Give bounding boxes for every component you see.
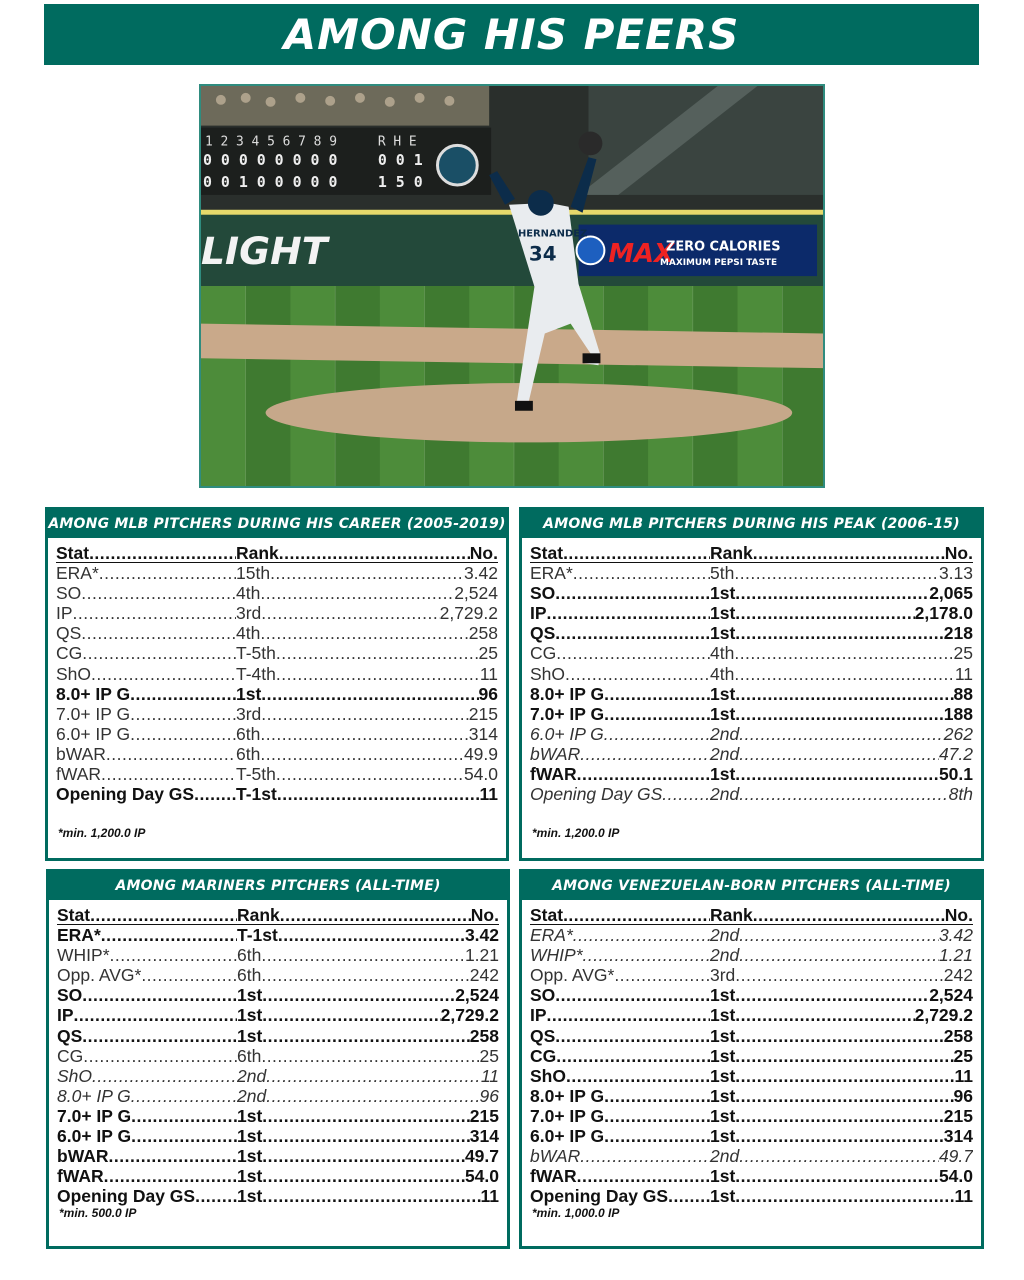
stat-label: Opening Day GS <box>57 1186 196 1207</box>
stat-number: 96 <box>953 1085 973 1106</box>
rank-value: 1st <box>710 603 736 624</box>
table-row <box>530 643 973 663</box>
table-row <box>57 945 499 965</box>
stat-label: IP <box>56 603 73 624</box>
stat-label: ShO <box>56 663 92 684</box>
stat-label: 7.0+ IP G <box>530 1105 605 1126</box>
rank-value: 1st <box>710 1166 736 1187</box>
box-title: AMONG MARINERS PITCHERS (ALL-TIME) <box>49 872 507 900</box>
stat-number: 2,524 <box>454 583 498 604</box>
rank-value: 6th <box>236 743 261 764</box>
stat-label: CG <box>530 1045 557 1066</box>
table-row <box>530 583 973 603</box>
table-row <box>530 603 973 623</box>
scoreboard-row2-rhe: 1 5 0 <box>377 173 423 191</box>
rank-value: 6th <box>237 945 262 966</box>
table-row <box>530 965 973 985</box>
mariners-logo-icon <box>437 145 477 185</box>
stat-label: ShO <box>530 663 566 684</box>
table-row <box>530 784 973 804</box>
rank-value: T-1st <box>237 925 278 946</box>
table-row <box>56 704 498 724</box>
stat-label: fWAR <box>530 1166 577 1187</box>
box-title: AMONG VENEZUELAN-BORN PITCHERS (ALL-TIME) <box>522 872 981 900</box>
stat-label: Opening Day GS <box>56 784 195 805</box>
rank-value: 3rd <box>236 703 262 724</box>
stat-label: bWAR <box>530 743 581 764</box>
stat-label: SO <box>56 583 82 604</box>
table-row <box>56 643 498 663</box>
table-row <box>57 925 499 945</box>
stat-label: ERA* <box>530 925 573 946</box>
stat-number: 258 <box>468 623 498 644</box>
table-row <box>57 1005 499 1025</box>
stat-number: 258 <box>943 1025 973 1046</box>
table-row <box>530 1166 973 1186</box>
rank-value: 6th <box>237 1045 262 1066</box>
stat-label: 8.0+ IP G <box>57 1085 131 1106</box>
stat-number: No. <box>944 543 973 563</box>
rank-value: 1st <box>710 623 736 644</box>
rank-value: 1st <box>237 1005 263 1026</box>
rank-value: 1st <box>710 1186 736 1207</box>
mariners-stats-box <box>46 869 510 1249</box>
stat-label: 6.0+ IP G <box>530 1126 605 1147</box>
stat-number: 2,729.2 <box>439 603 498 624</box>
rank-value: 5th <box>710 563 735 584</box>
stat-label: WHIP* <box>57 945 110 966</box>
rank-value: 1st <box>710 764 736 785</box>
stat-number: 188 <box>943 703 973 724</box>
stat-number: 96 <box>479 1085 499 1106</box>
stat-number: 49.7 <box>464 1146 499 1167</box>
stat-label: IP <box>530 1005 547 1026</box>
table-row <box>56 784 498 804</box>
ad-zero: ZERO CALORIES <box>666 239 781 255</box>
stat-label: Stat <box>57 905 91 925</box>
stat-number: 11 <box>954 663 973 684</box>
table-row <box>56 603 498 623</box>
table-row <box>530 985 973 1005</box>
stat-label: Opp. AVG* <box>530 965 615 986</box>
stat-label: fWAR <box>56 764 102 785</box>
rank-value: 1st <box>710 683 736 704</box>
table-row <box>56 563 498 583</box>
rank-value: Rank <box>237 905 280 925</box>
stat-number: .242 <box>938 965 973 986</box>
table-header <box>56 543 498 563</box>
table-row <box>530 1066 973 1086</box>
table-row <box>530 1146 973 1166</box>
stat-label: Opening Day GS <box>530 784 663 805</box>
stat-number: 1.21 <box>464 945 499 966</box>
rank-value: T-1st <box>236 784 277 805</box>
rank-value: 1st <box>710 1005 736 1026</box>
table-row <box>530 1126 973 1146</box>
table-row <box>57 1166 499 1186</box>
stat-number: 8th <box>948 784 973 805</box>
ad-left: LIGHT <box>201 229 328 274</box>
table-row <box>57 1126 499 1146</box>
stat-number: 25 <box>953 1045 973 1066</box>
footnote: *min. 1,000.0 IP <box>532 1206 620 1220</box>
rank-value: 1st <box>710 1025 736 1046</box>
table-row <box>57 1106 499 1126</box>
rank-value: 2nd <box>237 1085 267 1106</box>
table-row <box>530 1186 973 1206</box>
stat-label: 7.0+ IP G <box>57 1105 132 1126</box>
stat-label: Stat <box>56 543 90 563</box>
stat-label: bWAR <box>57 1146 109 1167</box>
rank-value: 4th <box>710 643 735 664</box>
stat-label: CG <box>530 643 557 664</box>
rank-value: 1st <box>710 1045 736 1066</box>
stat-number: 11 <box>954 1186 973 1207</box>
stat-number: 314 <box>469 1126 499 1147</box>
jersey-number: 34 <box>528 242 557 266</box>
stat-label: ShO <box>530 1065 566 1086</box>
stat-label: SO <box>530 985 556 1006</box>
stat-label: IP <box>530 603 547 624</box>
stat-label: 8.0+ IP G <box>530 1085 605 1106</box>
table-row <box>56 583 498 603</box>
stat-number: 49.9 <box>463 743 498 764</box>
stat-number: 314 <box>943 1126 973 1147</box>
stat-number: 54.0 <box>464 1166 499 1187</box>
rank-value: Rank <box>710 905 753 925</box>
footnote: *min. 1,200.0 IP <box>532 826 620 840</box>
rank-value: T-5th <box>236 643 276 664</box>
stat-label: CG <box>56 643 83 664</box>
stat-number: 215 <box>943 1105 973 1126</box>
stat-label: QS <box>530 1025 556 1046</box>
rank-value: 4th <box>236 623 261 644</box>
stat-number: 3.13 <box>938 563 973 584</box>
table-header <box>57 905 499 925</box>
stat-number: 1.21 <box>938 945 973 966</box>
table-row <box>56 764 498 784</box>
stat-number: .242 <box>464 965 499 986</box>
stat-label: 6.0+ IP G <box>56 723 131 744</box>
pitcher-photo <box>199 84 825 488</box>
table-row <box>57 965 499 985</box>
scoreboard-rhe: R H E <box>377 134 417 150</box>
table-row <box>57 1186 499 1206</box>
table-row <box>56 664 498 684</box>
stat-number: 2,729.2 <box>440 1005 499 1026</box>
table-row <box>530 623 973 643</box>
stat-label: WHIP* <box>530 945 583 966</box>
footnote: *min. 1,200.0 IP <box>58 826 146 840</box>
stat-number: 96 <box>478 683 498 704</box>
table-row <box>530 1005 973 1025</box>
ad-pepsi: MAX <box>608 239 674 270</box>
stat-label: fWAR <box>57 1166 104 1187</box>
stat-number: 11 <box>954 1065 973 1086</box>
page-title: AMONG HIS PEERS <box>44 4 979 65</box>
table-row <box>57 1046 499 1066</box>
rank-value: 15th <box>236 563 271 584</box>
stat-number: 258 <box>469 1025 499 1046</box>
stat-number: No. <box>470 905 499 925</box>
table-row <box>530 1046 973 1066</box>
stat-label: QS <box>530 623 556 644</box>
rank-value: 2nd <box>710 743 740 764</box>
stat-label: bWAR <box>56 743 106 764</box>
box-title: AMONG MLB PITCHERS DURING HIS CAREER (2005-2019) <box>48 510 506 538</box>
footnote: *min. 500.0 IP <box>59 1206 137 1220</box>
table-row <box>56 684 498 704</box>
stats-table <box>48 538 506 804</box>
stat-label: Opening Day GS <box>530 1186 669 1207</box>
stat-number: 54.0 <box>938 1166 973 1187</box>
stat-label: 8.0+ IP G <box>56 683 131 704</box>
stat-number: 88 <box>953 683 973 704</box>
stat-label: QS <box>57 1025 83 1046</box>
stat-number: 11 <box>480 1186 499 1207</box>
stat-number: 262 <box>943 723 973 744</box>
stat-label: Stat <box>530 905 564 925</box>
table-row <box>530 563 973 583</box>
stat-label: Opp. AVG* <box>57 965 142 986</box>
stat-label: SO <box>57 985 83 1006</box>
stat-number: 49.7 <box>938 1146 973 1167</box>
jersey-name: HERNANDEZ <box>517 228 588 240</box>
table-row <box>530 945 973 965</box>
stat-number: 2,524 <box>929 985 973 1006</box>
stat-label: CG <box>57 1045 84 1066</box>
table-row <box>57 1066 499 1086</box>
stat-number: 2,178.0 <box>914 603 973 624</box>
rank-value: 1st <box>710 583 736 604</box>
table-row <box>530 1086 973 1106</box>
stat-number: 314 <box>468 723 498 744</box>
rank-value: 2nd <box>710 925 740 946</box>
rank-value: 1st <box>237 1025 263 1046</box>
table-row <box>57 1086 499 1106</box>
stat-label: 6.0+ IP G <box>530 723 604 744</box>
peak-stats-box <box>519 507 984 861</box>
stat-number: 50.1 <box>938 764 973 785</box>
stats-table <box>522 900 981 1206</box>
stat-label: QS <box>56 623 82 644</box>
rank-value: 1st <box>237 1186 263 1207</box>
stat-label: bWAR <box>530 1146 581 1167</box>
stats-table <box>522 538 981 804</box>
rank-value: Rank <box>236 543 279 563</box>
stat-number: No. <box>469 543 498 563</box>
stat-number: 25 <box>479 1045 499 1066</box>
rank-value: 1st <box>236 683 262 704</box>
rank-value: 2nd <box>710 784 740 805</box>
stat-label: Stat <box>530 543 564 563</box>
stat-label: ShO <box>57 1065 93 1086</box>
stats-table <box>49 900 507 1206</box>
stat-number: 2,524 <box>455 985 499 1006</box>
stat-label: 7.0+ IP G <box>56 703 131 724</box>
stat-number: No. <box>944 905 973 925</box>
stat-number: 3.42 <box>463 563 498 584</box>
stat-label: 6.0+ IP G <box>57 1126 132 1147</box>
stat-label: ERA* <box>56 563 99 584</box>
ad-taste: MAXIMUM PEPSI TASTE <box>660 258 778 269</box>
table-row <box>57 1146 499 1166</box>
stat-label: 7.0+ IP G <box>530 703 605 724</box>
rank-value: 1st <box>710 985 736 1006</box>
stat-label: ERA* <box>530 563 573 584</box>
scoreboard-row1: 0 0 0 0 0 0 0 0 <box>202 151 338 170</box>
table-row <box>530 744 973 764</box>
rank-value: 1st <box>237 1166 263 1187</box>
rank-value: T-4th <box>236 663 276 684</box>
stat-number: 218 <box>943 623 973 644</box>
table-row <box>530 684 973 704</box>
rank-value: 2nd <box>710 945 740 966</box>
rank-value: 2nd <box>710 1146 740 1167</box>
table-row <box>530 1106 973 1126</box>
rank-value: 3rd <box>710 965 736 986</box>
rank-value: 1st <box>710 1065 736 1086</box>
table-row <box>56 744 498 764</box>
table-row <box>530 704 973 724</box>
stat-number: 25 <box>953 643 973 664</box>
career-stats-box <box>45 507 509 861</box>
rank-value: 1st <box>237 1105 263 1126</box>
table-row <box>530 664 973 684</box>
table-row <box>530 925 973 945</box>
stat-number: 3.42 <box>464 925 499 946</box>
rank-value: 6th <box>237 965 262 986</box>
stat-number: 25 <box>478 643 498 664</box>
rank-value: 2nd <box>710 723 740 744</box>
stat-number: 11 <box>479 784 498 805</box>
table-row <box>530 724 973 744</box>
table-header <box>530 543 973 563</box>
stat-number: 47.2 <box>938 743 973 764</box>
rank-value: 1st <box>237 985 263 1006</box>
table-row <box>530 1026 973 1046</box>
stat-label: fWAR <box>530 764 577 785</box>
rank-value: T-5th <box>236 764 276 785</box>
venezuelan-stats-box <box>519 869 984 1249</box>
rank-value: 1st <box>237 1126 263 1147</box>
rank-value: 1st <box>710 703 736 724</box>
rank-value: 1st <box>710 1085 736 1106</box>
scoreboard-row2: 0 0 1 0 0 0 0 0 <box>202 173 338 191</box>
stat-number: 11 <box>480 1065 499 1086</box>
rank-value: 1st <box>237 1146 263 1167</box>
scoreboard-innings: 1 2 3 4 5 6 7 8 9 <box>204 134 337 150</box>
stat-label: ERA* <box>57 925 101 946</box>
table-row <box>530 764 973 784</box>
table-row <box>56 623 498 643</box>
stat-number: 11 <box>479 663 498 684</box>
stat-number: 2,729.2 <box>914 1005 973 1026</box>
table-header <box>530 905 973 925</box>
box-title: AMONG MLB PITCHERS DURING HIS PEAK (2006-15) <box>522 510 981 538</box>
rank-value: 1st <box>710 1126 736 1147</box>
rank-value: 6th <box>236 723 261 744</box>
table-row <box>57 1026 499 1046</box>
celebration-image <box>201 86 823 486</box>
stat-number: 2,065 <box>929 583 973 604</box>
rank-value: 3rd <box>236 603 262 624</box>
scoreboard-row1-rhe: 0 0 1 <box>377 151 423 170</box>
rank-value: Rank <box>710 543 753 563</box>
stat-label: IP <box>57 1005 74 1026</box>
stat-number: 215 <box>469 1105 499 1126</box>
rank-value: 4th <box>236 583 261 604</box>
rank-value: 1st <box>710 1105 736 1126</box>
rank-value: 2nd <box>237 1065 267 1086</box>
stat-number: 3.42 <box>938 925 973 946</box>
rank-value: 4th <box>710 663 735 684</box>
stat-number: 215 <box>468 703 498 724</box>
stat-number: 54.0 <box>463 764 498 785</box>
stat-label: 8.0+ IP G <box>530 683 605 704</box>
table-row <box>57 985 499 1005</box>
stat-label: SO <box>530 583 556 604</box>
table-row <box>56 724 498 744</box>
